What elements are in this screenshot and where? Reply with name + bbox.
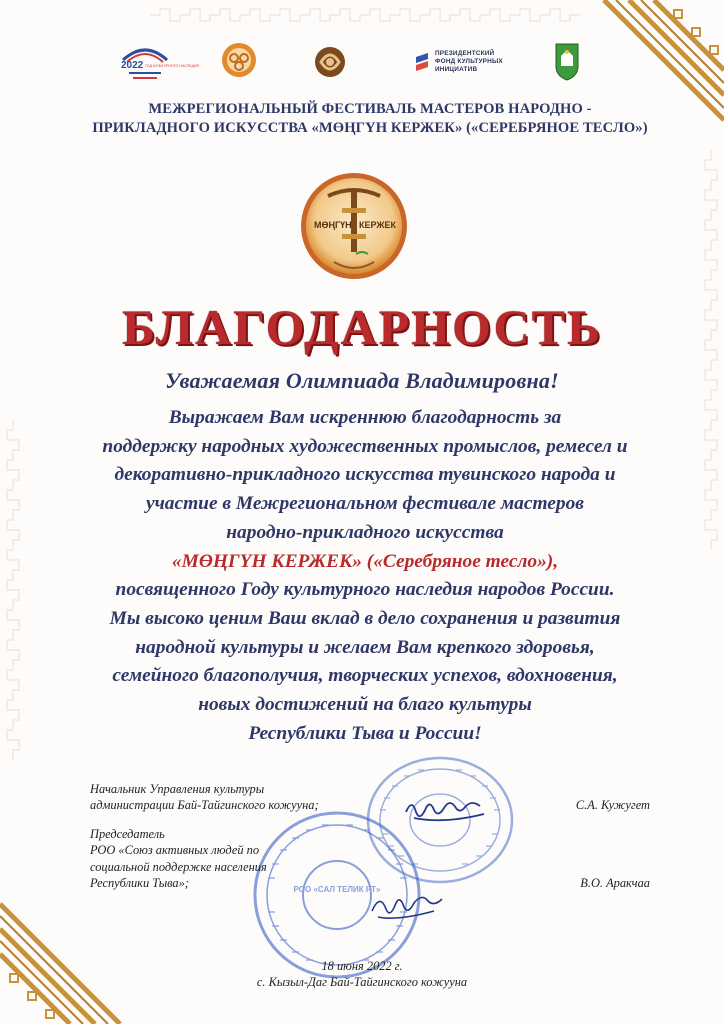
signer-position-line: Начальник Управления культуры — [90, 782, 265, 796]
signature-block-culture-head — [90, 781, 650, 814]
signer-name: В.О. Аракчаа — [580, 876, 650, 890]
presidential-fund-text: ПРЕЗИДЕНТСКИЙ ФОНД КУЛЬТУРНЫХ ИНИЦИАТИВ — [435, 50, 503, 73]
emblem-left-word: МӨҢГҮН — [314, 220, 352, 230]
body-line: новых достижений на благо культуры — [198, 694, 532, 716]
signer-position-line: Республики Тыва»; — [90, 876, 189, 891]
body-line: народно-прикладного искусства — [226, 521, 504, 543]
signer-name: С.А. Кужугет — [575, 798, 650, 812]
body-line: поддержку народных художественных промыслов, ремесел и — [102, 435, 628, 457]
greeting-line: Уважаемая Олимпиада Владимировна! — [165, 368, 559, 393]
certificate-heading: БЛАГОДАРНОСТЬ — [121, 299, 603, 355]
partner-logos — [0, 38, 724, 86]
signer-position-line: администрации Бай-Тайгинского кожууна; — [90, 798, 319, 813]
body-line: народной культуры и желаем Вам крепкого здоровья, — [135, 636, 595, 658]
signer-position-line: Председатель — [90, 827, 165, 841]
body-line: участие в Межрегиональном фестивале мастеров — [146, 493, 584, 515]
date-and-place — [0, 958, 724, 990]
signer-position-line: РОО «Союз активных людей по — [90, 843, 260, 858]
signature-block-chairman — [90, 826, 650, 892]
body-line: Выражаем Вам искреннюю благодарность за — [168, 407, 562, 428]
meander-border-left — [4, 420, 22, 800]
logo-year: 2022 — [121, 60, 144, 71]
circle-emblem-logo — [219, 38, 259, 86]
gratitude-body — [40, 404, 690, 748]
issue-date: 18 июня 2022 г. — [321, 959, 403, 973]
stamp-org-text: РОО «САЛ ТЕЛИК РТ» — [293, 885, 381, 894]
festival-title — [60, 100, 680, 138]
festival-name-line: «МӨҢГҮН КЕРЖЕК» («Серебряное тесло»), — [171, 550, 559, 572]
body-line: посвященного Году культурного наследия народов России. — [115, 579, 615, 601]
festival-title-line-1: МЕЖРЕГИОНАЛЬНЫЙ ФЕСТИВАЛЬ МАСТЕРОВ НАРОДНО - — [148, 101, 592, 117]
body-line: семейного благополучия, творческих успехов, вдохновения, — [112, 665, 618, 687]
issue-place: с. Кызыл-Даг Бай-Тайгинского кожууна — [256, 975, 468, 989]
corner-ornament-bottom-left — [0, 874, 150, 1024]
festival-title-line-2: ПРИКЛАДНОГО ИСКУССТВА «МӨҢГҮН КЕРЖЕК» («СЕРЕБРЯНОЕ ТЕСЛО») — [92, 120, 648, 136]
body-line: декоративно-прикладного искусства тувинского народа и — [114, 464, 616, 486]
presidential-fund-logo — [414, 38, 524, 86]
meander-border-top — [150, 6, 580, 24]
presidential-fund-mark-icon — [414, 51, 430, 73]
logo-year-caption: ГОД КУЛЬТУРНОГО НАСЛЕДИЯ — [145, 64, 200, 68]
body-line: Республики Тыва и России! — [248, 722, 482, 744]
region-crest-logo — [554, 38, 580, 86]
year-of-cultural-heritage-logo — [115, 38, 200, 86]
knot-emblem-logo — [311, 38, 349, 86]
festival-emblem — [298, 170, 410, 282]
body-line: Мы высоко ценим Ваш вклад в дело сохранения и развития — [109, 607, 621, 629]
meander-border-right — [702, 150, 720, 570]
emblem-right-word: КЕРЖЕК — [359, 220, 397, 230]
signer-position-line: социальной поддержке населения — [90, 859, 267, 874]
